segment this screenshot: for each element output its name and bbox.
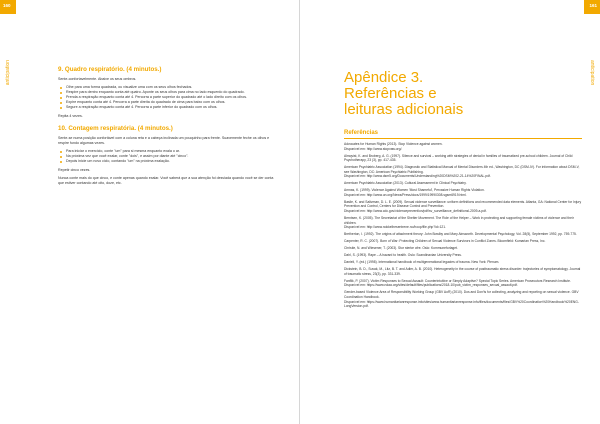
reference-entry <box>344 142 582 151</box>
reference-text: Carpenter, R. C. (2007). Born of War: Protecting Children of Sexual Violence Survivors in Conflict Zones. Bloomfield: Kumarian Press, Inc. <box>344 239 546 244</box>
section-9-title: 9. Quadro respiratório. (4 minutos.) <box>58 66 162 73</box>
appendix-title <box>344 70 582 118</box>
reference-entry <box>344 200 582 214</box>
side-label-right: anticipation <box>589 60 595 86</box>
appendix-title-line-1: Apêndice 3. <box>344 69 424 86</box>
list-item: Segure a respiração enquanto conta até 4. Percorra a parte inferior do quadrado com os olhos. <box>66 105 276 110</box>
reference-text: Gender-based Violence Area of Responsibility Working Group (GBV AoR) (2010). Dos and Don'ts for collecting, analyzing and reporting on sexual violence. GBV Coordination Handbook. <box>344 290 579 299</box>
reference-text: Berntsen, K. (2005). The Secretariat of the Shelter Movement. The Role of the Helper – Work in protecting and supporting female victims of violence and their children. <box>344 216 574 225</box>
right-content <box>344 70 582 311</box>
reference-text: Danieli, Y. (ed.) (1998). International handbook of multigenerational legacies of trauma. New York: Plenum. <box>344 260 500 265</box>
reference-entry <box>344 232 582 237</box>
page-number-right: 161 <box>589 3 597 8</box>
references-heading: Referências <box>344 130 582 139</box>
section-10-title: 10. Contagem respiratória. (4 minutos.) <box>58 125 173 132</box>
reference-available: Disponível em: http://www.stopvaw.org/. <box>344 146 403 151</box>
reference-entry <box>344 239 582 244</box>
left-content <box>58 66 276 189</box>
reference-text: Fanflik, P. (2007). Victim Responses to Sexual Assault: Counterintuitive or Simply Adaptive? Special Topic Series. American Prosecutors Research Institute. <box>344 278 571 283</box>
section-9-outro: Repita 4 vezes. <box>58 114 83 118</box>
reference-available: Disponível em: http://www.nokkelhesentrene.no/hoop/file.php?id=121. <box>344 225 446 230</box>
section-10-intro: Sente-se numa posição confortável com a coluna reta e a cabeça inclinada um pouquinho para frente. Suavemente feche os olhos e respire fundo algumas vezes. <box>58 136 270 145</box>
list-item: Depois inicie um novo ciclo, contando "um" na próxima exalação. <box>66 159 276 164</box>
list-item: Olhe para uma forma quadrada, ou visualize uma com os seus olhos fechados. <box>66 85 276 90</box>
reference-available: Disponível em: https://www.humanitarianresponse.info/sites/www.humanitarianresponse.info/files/documents/files/GBV%20Coordination%20Handbook%20ENG-LongVersion.pdf. <box>344 299 579 309</box>
reference-entry <box>344 246 582 251</box>
reference-entry <box>344 290 582 308</box>
reference-entry <box>344 260 582 265</box>
reference-entry <box>344 279 582 288</box>
reference-text: Bretherton, I. (1992). The origins of attachment theory: John Bowlby and Mary Ainsworth. Developmental Psychology, Vol. 28(5), September 1992, pp. 759-775. <box>344 232 577 237</box>
reference-text: American Psychiatric Association (2013). Cultural Assessment in Clinical Psychiatry. <box>344 181 467 186</box>
appendix-title-line-2: Referências e <box>344 85 437 102</box>
reference-text: Basile, K. and Saltzman, D. L. E. (2009). Sexual violence surveillance: uniform definitions and recommended data elements. Atlanta, GA: National Center for Injury Prevention and Control, Centers for Disease Control and Prevention. <box>344 199 582 209</box>
side-label-left: anticipation <box>5 60 11 86</box>
reference-entry <box>344 267 582 276</box>
section-9-intro: Sente-confortavelmente. Abaixe os seus ombros. <box>58 77 137 81</box>
reference-available: Disponível em: https://www.ndaa.org/sites/default/files/publications/2018-10/pub_victim_responses_sexual_assault.pdf. <box>344 283 518 288</box>
reference-entry <box>344 165 582 179</box>
reference-available: Disponível em: http://www.dsm5.org/Documents/Understanding%20DSM%202-21-14%20FINAL.pdf. <box>344 174 491 179</box>
appendix-title-line-3: leituras adicionais <box>344 101 464 118</box>
list-item: Na próxima vez que você exalar, conte "dois", e assim por diante até "cinco". <box>66 154 276 159</box>
reference-entry <box>344 253 582 258</box>
reference-text: Almqvist, K. and Broberg, A. G. (1997). Silence and survival – working with strategies of denial in families of traumatized pre-school children. Journal of Child Psychotherapy, 23 (3), pp. 417-435. <box>344 153 573 163</box>
reference-text: Christie, N. and Wiesener, T. (2003). Stor sterke ofre. Oslo: Kommuneforlaget. <box>344 246 458 251</box>
reference-text: Advocates for Human Rights (2013). Stop Violence against women. <box>344 142 443 146</box>
reference-entry <box>344 216 582 230</box>
section-10-outro-2: Nunca conte mais do que cinco, e conte apenas quando exalar. Você saberá que a sua atenção foi desviada quando você se der conta que estiver contando até oito, doze, etc. <box>58 176 274 185</box>
list-item: Respire para dentro enquanto conta até quatro. Aponte os seus olhos para cima no lado esquerdo do quadrado. <box>66 90 276 95</box>
section-10-list <box>58 149 276 164</box>
list-item: Expire enquanto conta até 4. Percorra a parte direita do quadrado de cima para baixo com os olhos. <box>66 100 276 105</box>
reference-entry <box>344 188 582 197</box>
reference-text: American Psychiatric Association (1994). Diagnostic and Statistical Manual of Mental Disorders 4th ed., Washington, DC (DSM-IV). For information about DSM-V, see Washington, DC: American Psychiatric Publishing. <box>344 165 580 174</box>
list-item: Para iniciar o exercício, conte "um" para si mesma enquanto exala o ar. <box>66 149 276 154</box>
page-number-left: 160 <box>3 3 11 8</box>
reference-entry <box>344 154 582 163</box>
reference-available: Disponível em: http://www.un.org/News/Press/docs/1999/19990308.sgsm6919.html. <box>344 192 467 197</box>
reference-text: Amnas, K. (1999). Violence Against Women 'Most Shameful', Pervasive Human Rights Violation. <box>344 188 485 193</box>
reference-text: Dahl, S. (1993). Rape – A hazard to health. Oslo: Scandinavian University Press. <box>344 253 462 258</box>
reference-entry <box>344 181 582 186</box>
section-10-outro-1: Repetir cinco vezes. <box>58 168 91 172</box>
reference-available: Disponível em: http://www.cdc.gov/violenceprevention/pdf/sv_surveillance_definitionsl-2009-a.pdf. <box>344 209 487 214</box>
reference-text: Dickstein, B. D., Suvak, M., Litz, B. T. and Adler, A. B. (2010). Heterogeneity in the course of posttraumatic stress disorder: trajectories of symptomatology. Journal of traumatic stress, 23(3), pp. 331-339. <box>344 267 581 276</box>
section-9-list <box>58 85 276 110</box>
list-item: Prenda a respiração enquanto conta até 4. Percorra a parte superior do quadrado até o lado direito com os olhos. <box>66 95 276 100</box>
